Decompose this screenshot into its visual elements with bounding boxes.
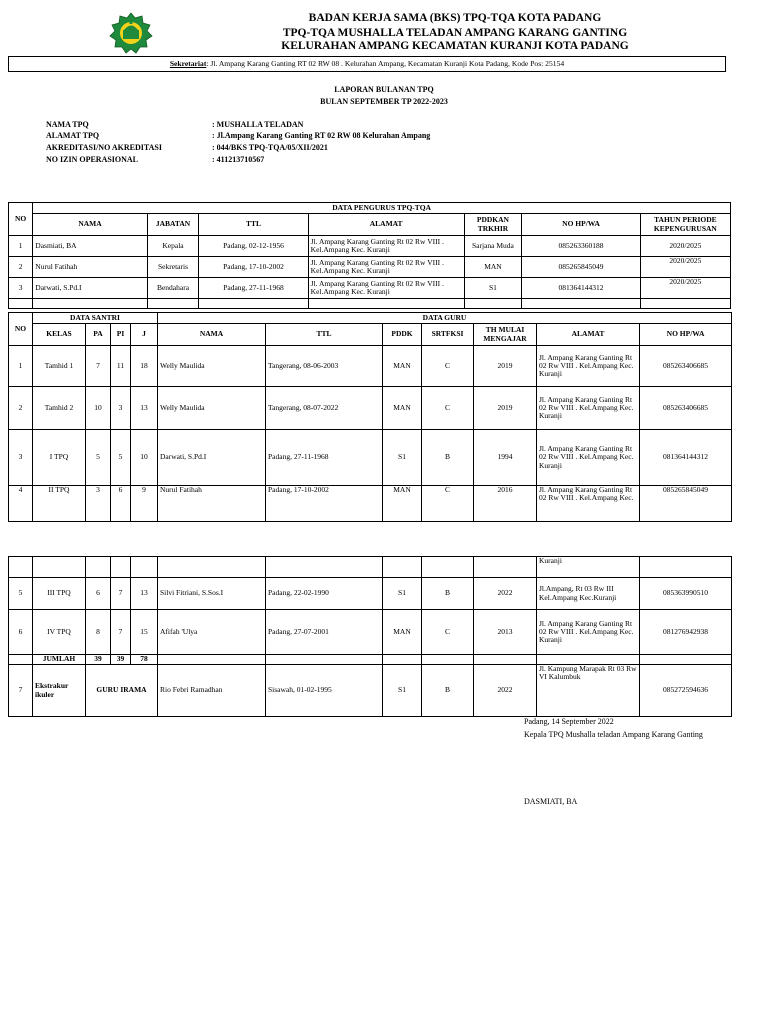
row-srtfksi: C bbox=[422, 610, 474, 655]
row-pa: 8 bbox=[86, 610, 111, 655]
row-kelas: Tamhid 2 bbox=[33, 387, 86, 430]
secretariat-address: : Jl. Ampang Karang Ganting RT 02 RW 08 . Kelurahan Ampang, Kecamatan Kuranji Kota Padang, Kode Pos: 25154 bbox=[206, 59, 565, 68]
report-period: BULAN SEPTEMBER TP 2022-2023 bbox=[320, 97, 448, 106]
signature-place-date: Padang, 14 September 2022 bbox=[524, 717, 614, 726]
row-pddk: MAN bbox=[383, 486, 422, 522]
pengurus-header-no: NO bbox=[9, 203, 33, 236]
row-pi: 11 bbox=[111, 346, 131, 387]
jumlah-label: JUMLAH bbox=[33, 655, 86, 665]
pengurus-no: 1 bbox=[9, 236, 33, 257]
row-pddk: MAN bbox=[383, 387, 422, 430]
santri-header-pi: PI bbox=[111, 324, 131, 346]
row-th: 2019 bbox=[474, 387, 537, 430]
pengurus-no: 3 bbox=[9, 278, 33, 299]
header-tpq-name: TPQ-TQA MUSHALLA TELADAN AMPANG KARANG GANTING bbox=[282, 27, 628, 39]
santri-guru-row bbox=[9, 387, 732, 430]
row-pa: 5 bbox=[86, 430, 111, 486]
signature-name: DASMIATI, BA bbox=[524, 797, 578, 806]
row-pddk: MAN bbox=[383, 610, 422, 655]
row-pi: 7 bbox=[111, 610, 131, 655]
row-alamat: Jl. Ampang Karang Ganting Rt 02 Rw VIII . Kel.Ampang Kec. bbox=[537, 486, 640, 522]
jumlah-pa: 39 bbox=[86, 655, 111, 665]
row-no: 1 bbox=[9, 346, 33, 387]
santri-header-pa: PA bbox=[86, 324, 111, 346]
guru-header-hp: NO HP/WA bbox=[640, 324, 732, 346]
row-j: 9 bbox=[131, 486, 158, 522]
row-alamat: Jl. Ampang Karang Ganting Rt 02 Rw VIII . Kel.Ampang Kec. Kuranji bbox=[537, 387, 640, 430]
pengurus-hp: 081364144312 bbox=[522, 278, 640, 299]
pengurus-empty-row bbox=[9, 299, 731, 309]
row-th: 2019 bbox=[474, 346, 537, 387]
pengurus-header-hp: NO HP/WA bbox=[522, 214, 640, 236]
row-srtfksi: C bbox=[422, 486, 474, 522]
row-kelas: IV TPQ bbox=[33, 610, 86, 655]
row-guru-ttl: Tangerang, 08-07-2022 bbox=[266, 387, 383, 430]
row-j: 13 bbox=[131, 387, 158, 430]
guru-header-srtfksi: SRTFKSI bbox=[422, 324, 474, 346]
row-alamat: Jl. Ampang Karang Ganting Rt 02 Rw VIII . Kel.Ampang Kec. Kuranji bbox=[537, 430, 640, 486]
santri-header-no: NO bbox=[9, 313, 33, 346]
info-value-nama: : MUSHALLA TELADAN bbox=[212, 120, 304, 129]
row-no: 4 bbox=[9, 486, 33, 522]
pengurus-nama: Nurul Fatihah bbox=[33, 257, 147, 278]
pengurus-ttl: Padang, 17-10-2002 bbox=[199, 257, 308, 278]
info-label-akreditasi: AKREDITASI/NO AKREDITASI bbox=[46, 143, 162, 152]
pengurus-row bbox=[9, 236, 731, 257]
jumlah-pi: 39 bbox=[111, 655, 131, 665]
pengurus-periode: 2020/2025 bbox=[640, 236, 730, 257]
pengurus-nama: Dasmiati, BA bbox=[33, 236, 147, 257]
row-th: 2013 bbox=[474, 610, 537, 655]
row-kelas: Tamhid 1 bbox=[33, 346, 86, 387]
pengurus-header-periode: TAHUN PERIODE KEPENGURUSAN bbox=[640, 214, 730, 236]
row-hp: 085363990510 bbox=[640, 578, 732, 610]
info-label-nama: NAMA TPQ bbox=[46, 120, 89, 129]
row-hp: 085263406685 bbox=[640, 387, 732, 430]
pengurus-alamat: Jl. Ampang Karang Ganting Rt 02 Rw VIII . Kel.Ampang Kec. Kuranji bbox=[308, 236, 464, 257]
guru-header-pddk: PDDK bbox=[383, 324, 422, 346]
santri-guru-row bbox=[9, 665, 732, 717]
guru-header-th: TH MULAI MENGAJAR bbox=[474, 324, 537, 346]
jumlah-j: 78 bbox=[131, 655, 158, 665]
santri-header-kelas: KELAS bbox=[33, 324, 86, 346]
row-th: 2022 bbox=[474, 665, 537, 717]
pengurus-pddkan: S1 bbox=[464, 278, 522, 299]
row-guru-nama: Welly Maulida bbox=[158, 346, 266, 387]
santri-guru-row bbox=[9, 610, 732, 655]
pengurus-header-ttl: TTL bbox=[199, 214, 308, 236]
row-pddk: S1 bbox=[383, 578, 422, 610]
row-th: 1994 bbox=[474, 430, 537, 486]
row-th: 2016 bbox=[474, 486, 537, 522]
pengurus-jabatan: Sekretaris bbox=[147, 257, 199, 278]
guru-header-ttl: TTL bbox=[266, 324, 383, 346]
row-th: 2022 bbox=[474, 578, 537, 610]
pengurus-jabatan: Kepala bbox=[147, 236, 199, 257]
row-pa: 10 bbox=[86, 387, 111, 430]
pengurus-ttl: Padang, 02-12-1956 bbox=[199, 236, 308, 257]
row-kelas: I TPQ bbox=[33, 430, 86, 486]
row-guru-nama: Welly Maulida bbox=[158, 387, 266, 430]
row-pa: 3 bbox=[86, 486, 111, 522]
header-org-name: BADAN KERJA SAMA (BKS) TPQ-TQA KOTA PADANG bbox=[308, 12, 602, 24]
row-guru-nama: Rio Febri Ramadhan bbox=[158, 665, 266, 717]
row-hp: 081276942938 bbox=[640, 610, 732, 655]
row-kelas: III TPQ bbox=[33, 578, 86, 610]
row-guru-ttl: Sisawah, 01-02-1995 bbox=[266, 665, 383, 717]
santri-guru-table bbox=[8, 312, 732, 522]
guru-header-alamat: ALAMAT bbox=[537, 324, 640, 346]
row-hp: 081364144312 bbox=[640, 430, 732, 486]
row-j: 18 bbox=[131, 346, 158, 387]
continued-alamat: Kuranji bbox=[537, 557, 640, 578]
row-guru-ttl: Tangerang, 08-06-2003 bbox=[266, 346, 383, 387]
info-label-alamat: ALAMAT TPQ bbox=[46, 131, 100, 140]
continued-row bbox=[9, 557, 732, 578]
jumlah-row bbox=[9, 655, 732, 665]
row-srtfksi: B bbox=[422, 665, 474, 717]
row-guru-ttl: Padang, 27-07-2001 bbox=[266, 610, 383, 655]
secretariat-label: Sekretariat bbox=[169, 59, 207, 68]
pengurus-jabatan: Bendahara bbox=[147, 278, 199, 299]
row-pddk: S1 bbox=[383, 665, 422, 717]
pengurus-row bbox=[9, 257, 731, 278]
info-value-akreditasi: : 044/BKS TPQ-TQA/05/XII/2021 bbox=[212, 143, 328, 152]
pengurus-pddkan: Sarjana Muda bbox=[464, 236, 522, 257]
row-pa: 6 bbox=[86, 578, 111, 610]
row-alamat: Jl.Ampang, Rt 03 Rw III Kel.Ampang Kec.Kuranji bbox=[537, 578, 640, 610]
row-srtfksi: C bbox=[422, 387, 474, 430]
pengurus-table bbox=[8, 202, 731, 309]
row-srtfksi: B bbox=[422, 578, 474, 610]
row-guru-ttl: Padang, 17-10-2002 bbox=[266, 486, 383, 522]
report-title: LAPORAN BULANAN TPQ bbox=[334, 85, 434, 94]
row-guru-nama: Darwati, S.Pd.I bbox=[158, 430, 266, 486]
row-pddk: S1 bbox=[383, 430, 422, 486]
pengurus-pddkan: MAN bbox=[464, 257, 522, 278]
santri-guru-row bbox=[9, 578, 732, 610]
pengurus-section-title: DATA PENGURUS TPQ-TQA bbox=[33, 203, 731, 214]
row-srtfksi: B bbox=[422, 430, 474, 486]
santri-section-title: DATA SANTRI bbox=[33, 313, 158, 324]
row-pddk: MAN bbox=[383, 346, 422, 387]
santri-guru-row bbox=[9, 430, 732, 486]
santri-guru-row bbox=[9, 346, 732, 387]
row-pi: 7 bbox=[111, 578, 131, 610]
header-location: KELURAHAN AMPANG KECAMATAN KURANJI KOTA PADANG bbox=[281, 40, 629, 52]
row-no: 3 bbox=[9, 430, 33, 486]
row-guru-nama: Silvi Fitriani, S.Sos.I bbox=[158, 578, 266, 610]
row-alamat: Jl. Ampang Karang Ganting Rt 02 Rw VIII . Kel.Ampang Kec. Kuranji bbox=[537, 346, 640, 387]
pengurus-nama: Darwati, S.Pd.I bbox=[33, 278, 147, 299]
row-alamat: Jl. Ampang Karang Ganting Rt 02 Rw VIII . Kel.Ampang Kec. Kuranji bbox=[537, 610, 640, 655]
pengurus-header-nama: NAMA bbox=[33, 214, 147, 236]
row-j: 10 bbox=[131, 430, 158, 486]
row-alamat: Jl. Kampung Marapak Rt 03 Rw VI Kalumbuk bbox=[537, 665, 640, 717]
pengurus-periode: 2020/2025 bbox=[640, 278, 730, 299]
row-kelas-guru-irama: GURU IRAMA bbox=[86, 665, 158, 717]
row-hp: 085263406685 bbox=[640, 346, 732, 387]
pengurus-no: 2 bbox=[9, 257, 33, 278]
row-guru-ttl: Padang, 22-02-1990 bbox=[266, 578, 383, 610]
santri-guru-row bbox=[9, 486, 732, 522]
row-no: 6 bbox=[9, 610, 33, 655]
row-guru-nama: Nurul Fatihah bbox=[158, 486, 266, 522]
pengurus-header-jabatan: JABATAN bbox=[147, 214, 199, 236]
pengurus-hp: 085265845049 bbox=[522, 257, 640, 278]
row-guru-nama: Afifah 'Ulya bbox=[158, 610, 266, 655]
pengurus-hp: 085263360188 bbox=[522, 236, 640, 257]
guru-section-title: DATA GURU bbox=[158, 313, 732, 324]
row-no: 2 bbox=[9, 387, 33, 430]
row-pa: 7 bbox=[86, 346, 111, 387]
santri-guru-table-continued bbox=[8, 556, 732, 717]
info-value-izin: : 411213710567 bbox=[212, 155, 265, 164]
pengurus-periode: 2020/2025 bbox=[640, 257, 730, 278]
row-guru-ttl: Padang, 27-11-1968 bbox=[266, 430, 383, 486]
guru-header-nama: NAMA bbox=[158, 324, 266, 346]
pengurus-row bbox=[9, 278, 731, 299]
pengurus-header-alamat: ALAMAT bbox=[308, 214, 464, 236]
pengurus-header-pddkan: PDDKAN TRKHIR bbox=[464, 214, 522, 236]
info-label-izin: NO IZIN OPERASIONAL bbox=[46, 155, 139, 164]
organization-logo bbox=[108, 12, 154, 54]
pengurus-ttl: Padang, 27-11-1968 bbox=[199, 278, 308, 299]
pengurus-alamat: Jl. Ampang Karang Ganting Rt 02 Rw VIII . Kel.Ampang Kec. Kuranji bbox=[308, 278, 464, 299]
row-hp: 085265845049 bbox=[640, 486, 732, 522]
santri-header-j: J bbox=[131, 324, 158, 346]
signature-role: Kepala TPQ Mushalla teladan Ampang Karang Ganting bbox=[524, 730, 703, 739]
row-j: 15 bbox=[131, 610, 158, 655]
row-kelas-ekstrakurikuler: Ekstrakur ikuler bbox=[33, 665, 86, 717]
secretariat-box bbox=[8, 56, 726, 72]
row-pi: 3 bbox=[111, 387, 131, 430]
info-value-alamat: : Jl.Ampang Karang Ganting RT 02 RW 08 Kelurahan Ampang bbox=[212, 131, 431, 140]
row-no: 5 bbox=[9, 578, 33, 610]
row-pi: 6 bbox=[111, 486, 131, 522]
row-no: 7 bbox=[9, 665, 33, 717]
row-kelas: II TPQ bbox=[33, 486, 86, 522]
row-hp: 085272594636 bbox=[640, 665, 732, 717]
pengurus-alamat: Jl. Ampang Karang Ganting Rt 02 Rw VIII . Kel.Ampang Kec. Kuranji bbox=[308, 257, 464, 278]
row-srtfksi: C bbox=[422, 346, 474, 387]
row-pi: 5 bbox=[111, 430, 131, 486]
row-j: 13 bbox=[131, 578, 158, 610]
